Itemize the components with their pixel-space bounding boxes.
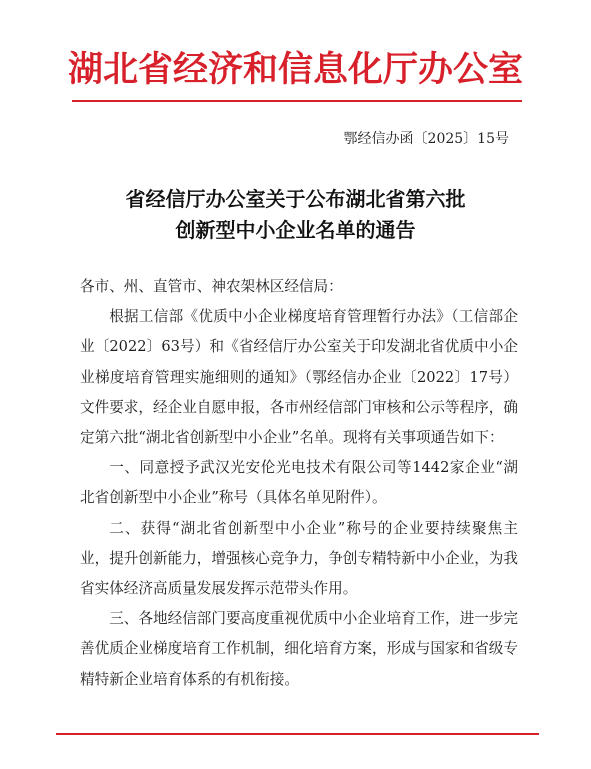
paragraph-basis: 根据工信部《优质中小企业梯度培育管理暂行办法》（工信部企业〔2022〕63号）和《省经信厅办公室关于印发湖北省优质中小企业梯度培育管理实施细则的通知》（鄂经信办企业〔2022〕17号）文件要求，经企业自愿申报，各市州经信部门审核和公示等程序，确定第六批“湖北省创新型中小企业”名单。现将有关事项通告如下： <box>80 308 518 447</box>
salutation: 各市、州、直管市、神农架林区经信局： <box>80 278 343 295</box>
masthead-rule <box>72 100 522 102</box>
notice-body <box>80 272 518 695</box>
title-line-1: 省经信厅办公室关于公布湖北省第六批 <box>125 187 466 211</box>
title-line-2: 创新型中小企业名单的通告 <box>175 218 416 242</box>
paragraph-item-3: 三、各地经信部门要高度重视优质中小企业培育工作，进一步完善优质企业梯度培育工作机制，细化培育方案，形成与国家和省级专精特新企业培育体系的有机衔接。 <box>80 610 518 688</box>
footer-rule <box>56 733 539 735</box>
document-number: 鄂经信办函〔2025〕15号 <box>343 131 509 147</box>
notice-title <box>0 184 591 246</box>
masthead-title: 湖北省经济和信息化厅办公室 <box>67 49 523 90</box>
paragraph-item-2: 二、获得“湖北省创新型中小企业”称号的企业要持续聚焦主业，提升创新能力，增强核心竞争力，争创专精特新中小企业，为我省实体经济高质量发展发挥示范带头作用。 <box>80 519 518 598</box>
paragraph-item-1: 一、同意授予武汉光安伦光电技术有限公司等1442家企业“湖北省创新型中小企业”称号（具体名单见附件）。 <box>80 459 518 507</box>
